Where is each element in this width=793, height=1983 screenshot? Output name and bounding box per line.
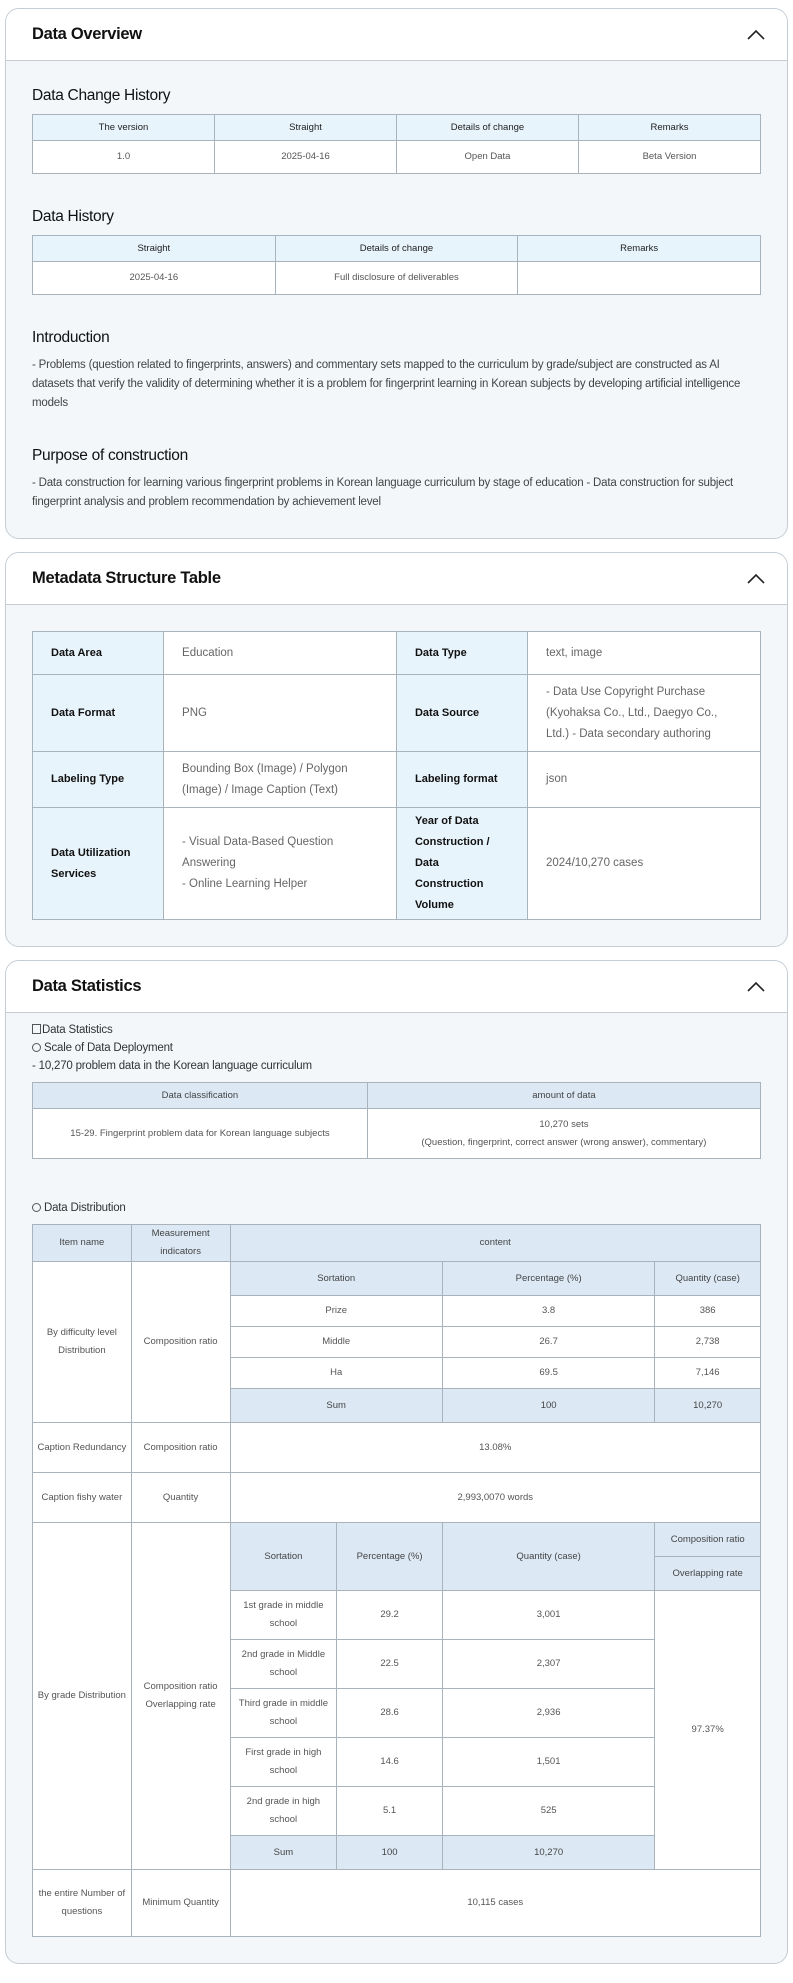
sortation-cell: Third grade in middle school [230,1689,337,1738]
data-history-table [32,235,761,295]
utilization-services-label: Data Utilization Services [33,808,164,920]
amount-cell [367,1109,760,1159]
column-header: Straight [33,236,276,262]
statistics-body [6,1013,787,1963]
remarks-cell [518,262,761,295]
column-header: The version [33,115,215,141]
sub-header: Quantity (case) [442,1523,654,1591]
quantity-cell: 2,936 [442,1689,654,1738]
data-format-value: PNG [164,675,397,752]
sum-label: Sum [230,1389,442,1423]
table-row [33,752,761,808]
labeling-type-label: Labeling Type [33,752,164,808]
data-history-heading: Data History [32,208,114,225]
table-row [33,1473,761,1523]
quantity-cell: 386 [655,1296,761,1327]
data-area-label: Data Area [33,632,164,675]
value-cell: 10,115 cases [230,1870,761,1937]
sortation-cell: 1st grade in middle school [230,1591,337,1640]
value-cell: 13.08% [230,1423,761,1473]
section-label-text: Data Statistics [42,1024,113,1036]
percentage-cell: 3.8 [442,1296,654,1327]
indicator-cell: Composition ratio Overlapping rate [131,1523,230,1870]
column-header: amount of data [367,1083,760,1109]
indicator-cell: Quantity [131,1473,230,1523]
date-cell: 2025-04-16 [33,262,276,295]
column-header: Details of change [397,115,579,141]
sortation-cell: Middle [230,1327,442,1358]
percentage-cell: 14.6 [337,1738,443,1787]
statistics-section-label [32,1021,761,1039]
data-overview-header[interactable] [6,9,787,61]
table-row [33,1870,761,1937]
percentage-cell: 5.1 [337,1787,443,1836]
classification-cell: 15-29. Fingerprint problem data for Korean language subjects [33,1109,368,1159]
sortation-cell: 2nd grade in high school [230,1787,337,1836]
table-row [33,1423,761,1473]
details-cell: Full disclosure of deliverables [275,262,518,295]
panel-title: Data Statistics [32,977,142,995]
table-row [33,141,761,174]
column-header: content [230,1225,761,1262]
scale-table [32,1082,761,1159]
indicator-cell: Composition ratio [131,1423,230,1473]
quantity-cell: 3,001 [442,1591,654,1640]
percentage-cell: 26.7 [442,1327,654,1358]
column-header: Straight [215,115,397,141]
table-row [33,262,761,295]
sub-header: Sortation [230,1523,337,1591]
metadata-table [32,631,761,920]
sortation-cell: First grade in high school [230,1738,337,1787]
data-type-value: text, image [528,632,761,675]
quantity-cell: 525 [442,1787,654,1836]
date-cell: 2025-04-16 [215,141,397,174]
sortation-cell: Prize [230,1296,442,1327]
sum-quantity: 10,270 [655,1389,761,1423]
statistics-panel [5,960,788,1964]
construction-year-value: 2024/10,270 cases [528,808,761,920]
item-name-cell: Caption Redundancy [33,1423,132,1473]
remarks-cell: Beta Version [579,141,761,174]
item-name-cell: Caption fishy water [33,1473,132,1523]
sub-header: Percentage (%) [442,1262,654,1296]
scale-note: - 10,270 problem data in the Korean language curriculum [32,1060,312,1072]
change-history-heading: Data Change History [32,87,171,104]
distribution-table [32,1224,761,1937]
column-header: Data classification [33,1083,368,1109]
data-type-label: Data Type [396,632,527,675]
change-history-table [32,114,761,174]
purpose-heading: Purpose of construction [32,447,188,464]
quantity-cell: 2,738 [655,1327,761,1358]
service-item: - Visual Data-Based Question Answering [182,836,334,869]
labeling-type-value: Bounding Box (Image) / Polygon (Image) / Image Caption (Text) [164,752,397,808]
chevron-up-icon[interactable] [745,572,767,586]
item-name-cell: By grade Distribution [33,1523,132,1870]
labeling-format-value: json [528,752,761,808]
item-name-cell: By difficulty level Distribution [33,1262,132,1423]
column-header: Remarks [579,115,761,141]
indicator-cell: Minimum Quantity [131,1870,230,1937]
panel-title: Metadata Structure Table [32,569,221,587]
sub-header: Percentage (%) [337,1523,443,1591]
sum-percentage: 100 [337,1836,443,1870]
quantity-cell: 2,307 [442,1640,654,1689]
data-format-label: Data Format [33,675,164,752]
service-item: - Online Learning Helper [182,878,308,890]
percentage-cell: 22.5 [337,1640,443,1689]
distribution-label-text: Data Distribution [44,1202,126,1214]
indicator-cell: Composition ratio [131,1262,230,1423]
sum-quantity: 10,270 [442,1836,654,1870]
circle-bullet-icon [32,1043,41,1052]
item-name-cell: the entire Number of questions [33,1870,132,1937]
percentage-cell: 28.6 [337,1689,443,1738]
sub-header: Quantity (case) [655,1262,761,1296]
sortation-cell: 2nd grade in Middle school [230,1640,337,1689]
sub-header: Composition ratio [655,1523,761,1557]
data-source-value: - Data Use Copyright Purchase (Kyohaksa Co., Ltd., Daegyo Co., Ltd.) - Data secondary authoring [528,675,761,752]
data-source-label: Data Source [396,675,527,752]
utilization-services-value [164,808,397,920]
column-header: Measurement indicators [131,1225,230,1262]
square-bullet-icon [32,1024,41,1034]
data-area-value: Education [164,632,397,675]
distribution-label [32,1199,761,1217]
circle-bullet-icon [32,1203,41,1212]
panel-title: Data Overview [32,25,142,43]
table-row [33,675,761,752]
version-cell: 1.0 [33,141,215,174]
sum-label: Sum [230,1836,337,1870]
construction-year-label: Year of Data Construction / Data Construction Volume [396,808,527,920]
table-row [33,632,761,675]
data-overview-panel [5,8,788,539]
metadata-body [6,605,787,946]
sum-percentage: 100 [442,1389,654,1423]
labeling-format-label: Labeling format [396,752,527,808]
table-row [33,808,761,920]
metadata-panel [5,552,788,947]
value-cell: 2,993,0070 words [230,1473,761,1523]
chevron-up-icon[interactable] [745,28,767,42]
scale-label-text: Scale of Data Deployment [44,1042,173,1054]
sortation-cell: Ha [230,1358,442,1389]
column-header: Remarks [518,236,761,262]
amount-detail: (Question, fingerprint, correct answer (wrong answer), commentary) [421,1136,707,1148]
details-cell: Open Data [397,141,579,174]
metadata-header[interactable] [6,553,787,605]
overlap-rate-cell: 97.37% [655,1591,761,1870]
data-overview-body [6,61,787,538]
column-header: Item name [33,1225,132,1262]
quantity-cell: 7,146 [655,1358,761,1389]
quantity-cell: 1,501 [442,1738,654,1787]
chevron-up-icon[interactable] [745,980,767,994]
introduction-heading: Introduction [32,329,110,346]
sub-header: Overlapping rate [655,1557,761,1591]
percentage-cell: 29.2 [337,1591,443,1640]
statistics-header[interactable] [6,961,787,1013]
table-row [33,1109,761,1159]
scale-label [32,1039,761,1057]
column-header: Details of change [275,236,518,262]
introduction-text: - Problems (question related to fingerprints, answers) and commentary sets mapped to the curriculum by grade/subject are constructed as AI datasets that verify the validity of determining whether it is a problem for fingerprint learning in Korean subjects by developing artificial intelligence models [32,359,741,409]
sub-header: Sortation [230,1262,442,1296]
amount-line: 10,270 sets [539,1118,589,1130]
percentage-cell: 69.5 [442,1358,654,1389]
purpose-text: - Data construction for learning various fingerprint problems in Korean language curriculum by stage of education - Data construction for subject fingerprint analysis and problem recommendation by achievement level [32,477,733,508]
